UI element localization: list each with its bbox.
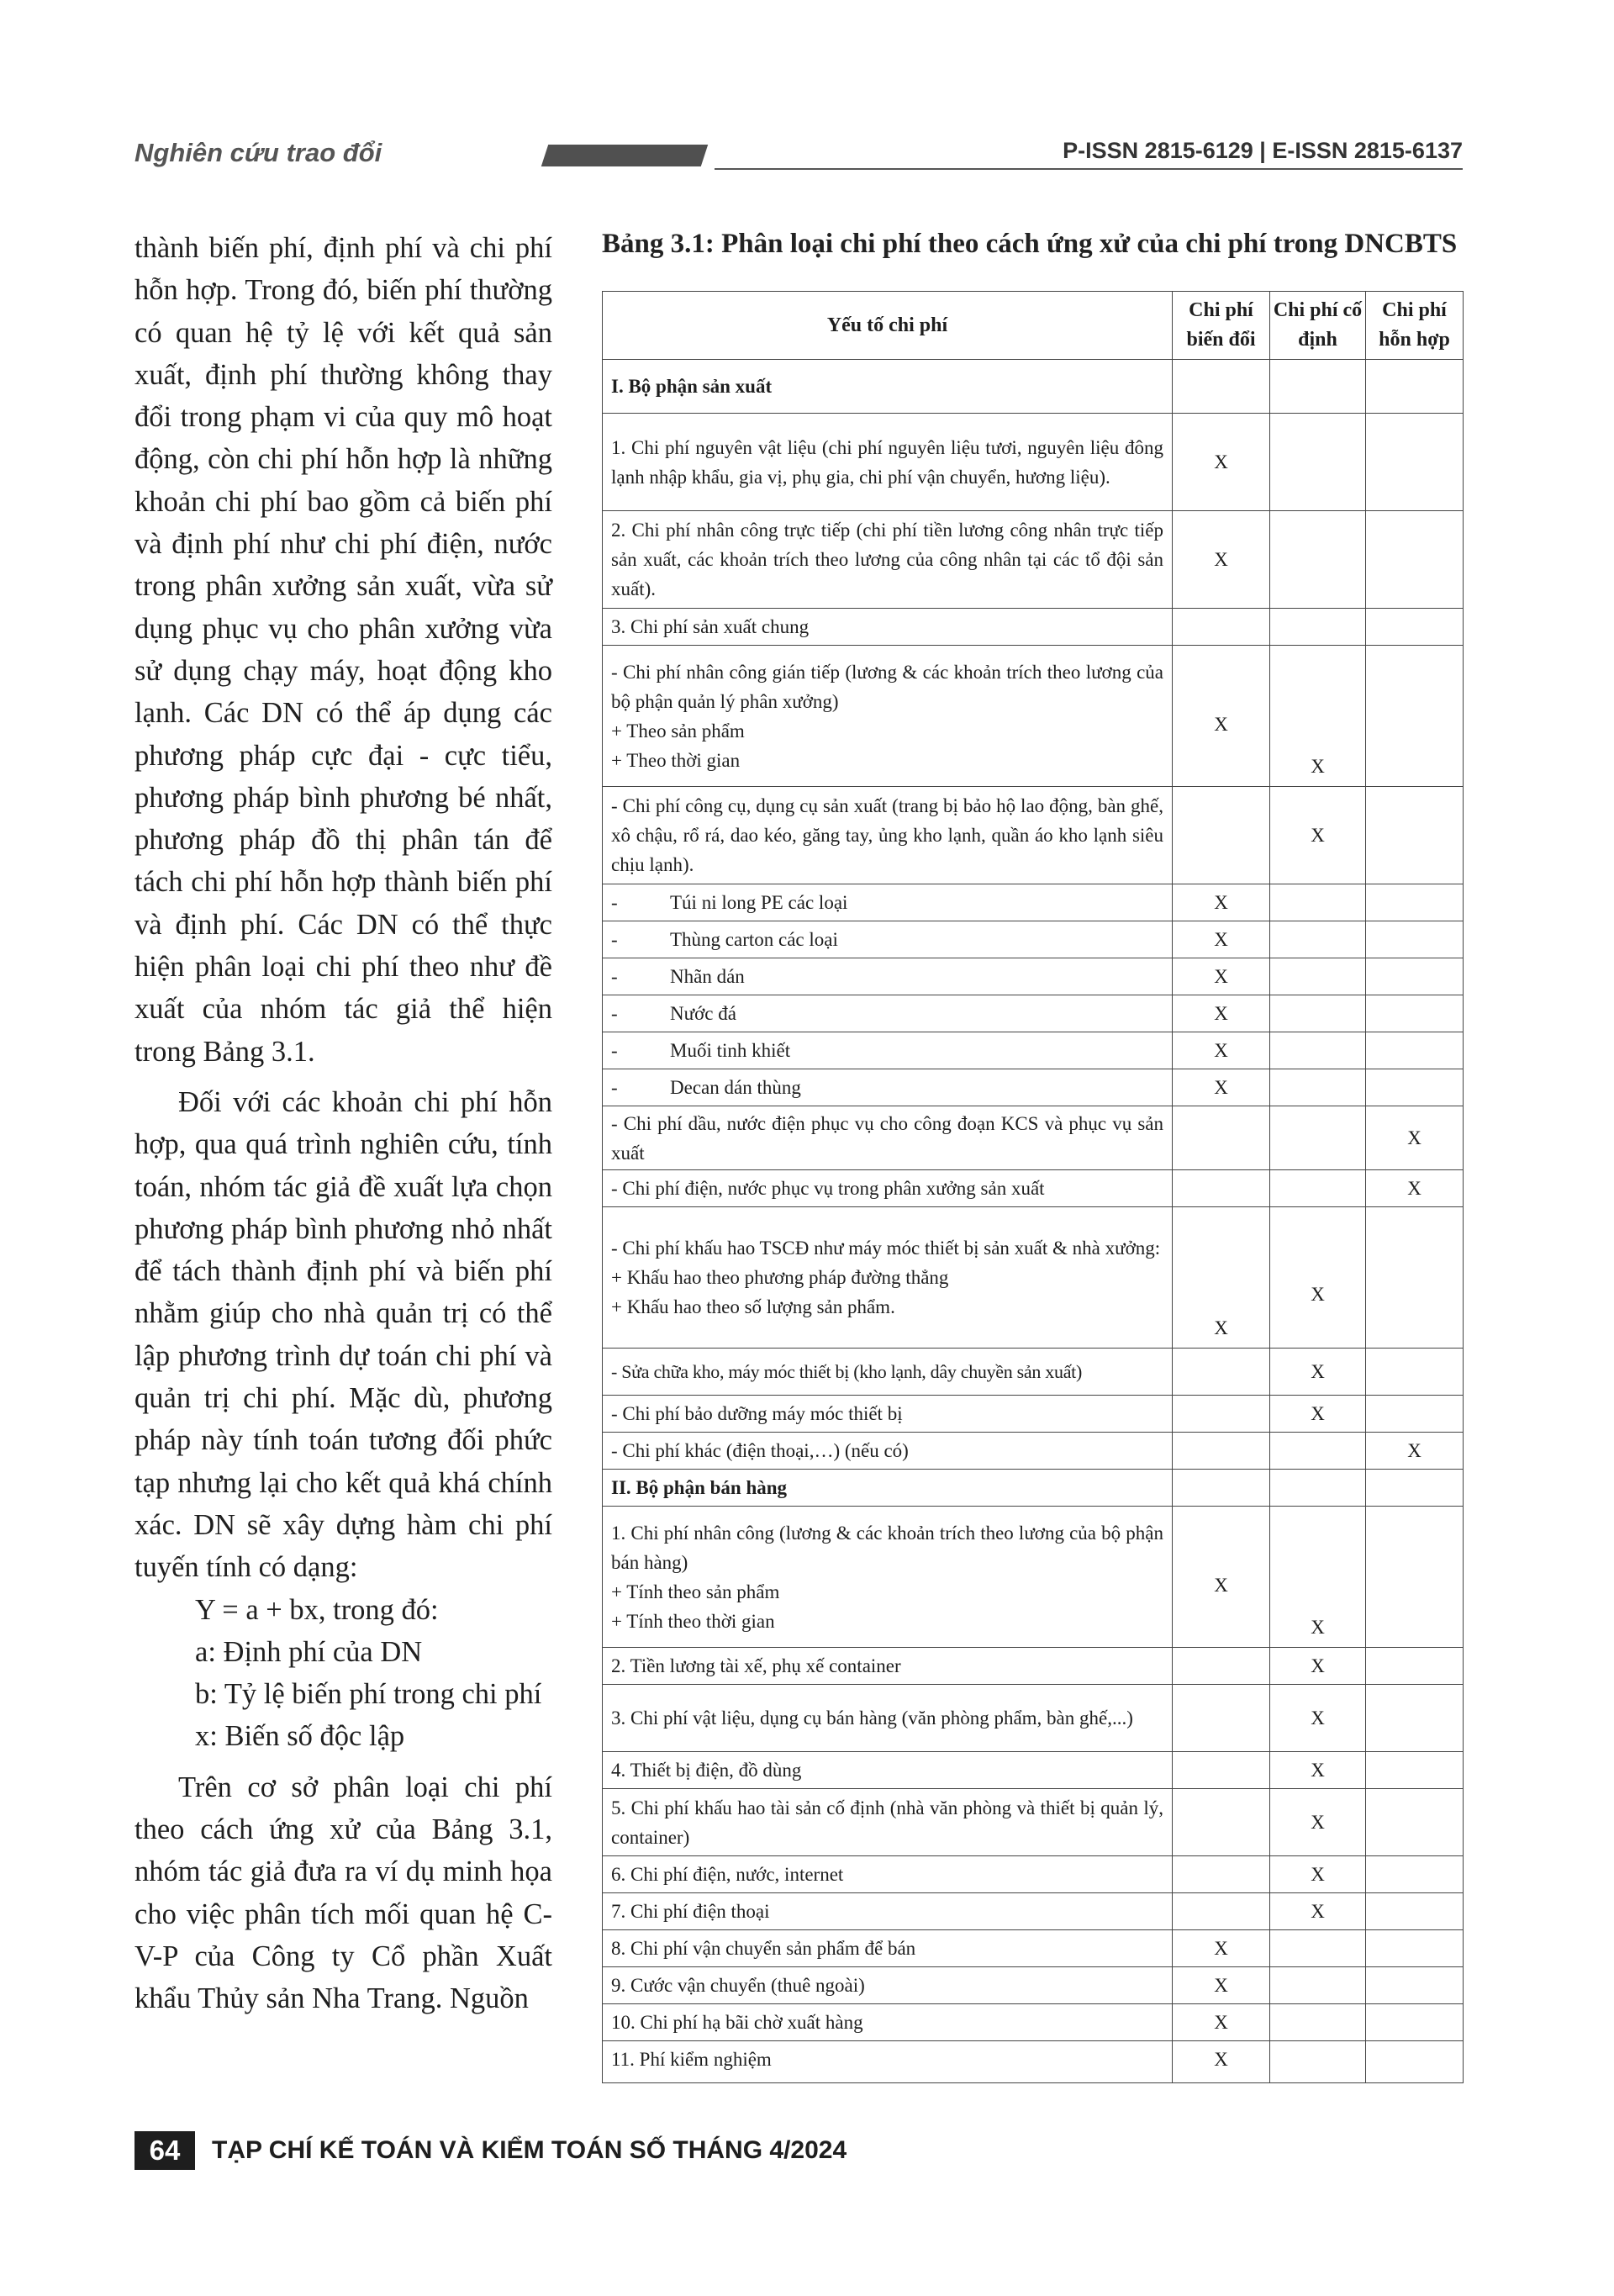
- table-row: [603, 1069, 1464, 1106]
- variable-mark: X: [1173, 1967, 1270, 2004]
- header-accent-bar: [541, 145, 708, 166]
- dash: -: [611, 1077, 618, 1098]
- fixed-mark: X: [1270, 1507, 1366, 1648]
- table-row: [603, 1967, 1464, 2004]
- table-row: [603, 1433, 1464, 1470]
- table-row: [603, 1789, 1464, 1856]
- table-row: [603, 1349, 1464, 1396]
- cost-item-text: Decan dán thùng: [670, 1077, 801, 1098]
- variable-mark: X: [1173, 1930, 1270, 1967]
- table-row: [603, 1470, 1464, 1507]
- paragraph: thành biến phí, định phí và chi phí hỗn hợp. Trong đó, biến phí thường có quan hệ tỷ lệ với kết quả sản xuất, định phí thường không thay đổi trong phạm vi của quy mô hoạt động, còn chi phí hỗn hợp là những khoản chi phí bao gồm cả biến phí và định phí như chi phí điện, nước trong phân xưởng sản xuất, vừa sử dụng phục vụ cho phân xưởng vừa sử dụng chạy máy, hoạt động kho lạnh. Các DN có thể áp dụng các phương pháp cực đại - cực tiểu, phương pháp bình phương bé nhất, phương pháp đồ thị phân tán để tách chi phí hỗn hợp thành biến phí và định phí. Các DN có thể thực hiện phân loại chi phí theo như đề xuất của nhóm tác giả thể hiện trong Bảng 3.1.: [134, 232, 552, 1068]
- table-row: [603, 1856, 1464, 1893]
- dash: -: [611, 1003, 618, 1024]
- table-row: [603, 1032, 1464, 1069]
- table-row: [603, 1648, 1464, 1685]
- table-row: [603, 414, 1464, 511]
- fixed-mark: X: [1270, 1752, 1366, 1789]
- fixed-mark: X: [1270, 646, 1366, 787]
- cost-item: - Chi phí dầu, nước điện phục vụ cho công đoạn KCS và phục vụ sản xuất: [603, 1106, 1173, 1170]
- fixed-mark: X: [1270, 1789, 1366, 1856]
- table-row: [603, 2004, 1464, 2041]
- table-row: [603, 1170, 1464, 1207]
- table-row: [603, 995, 1464, 1032]
- table-row: [603, 2041, 1464, 2083]
- variable-mark: X: [1173, 995, 1270, 1032]
- variable-mark: X: [1173, 1069, 1270, 1106]
- cost-classification-table: [602, 291, 1464, 2083]
- variable-mark: X: [1173, 1207, 1270, 1349]
- section-title: Nghiên cứu trao đổi: [134, 138, 382, 167]
- cost-item: - Chi phí điện, nước phục vụ trong phân xưởng sản xuất: [603, 1170, 1173, 1207]
- table-row: [603, 360, 1464, 414]
- cost-item: - Chi phí công cụ, dụng cụ sản xuất (trang bị bảo hộ lao động, bàn ghế, xô chậu, rổ rá, dao kéo, găng tay, ủng kho lạnh, quần áo kho lạnh siêu chịu lạnh).: [603, 787, 1173, 884]
- cost-item: - Chi phí khác (điện thoại,…) (nếu có): [603, 1433, 1173, 1470]
- dash: -: [611, 892, 618, 913]
- cost-item: 2. Chi phí nhân công trực tiếp (chi phí tiền lương công nhân trực tiếp sản xuất, các khoản trích theo lương của công nhân tại các tổ đội sản xuất).: [603, 511, 1173, 609]
- cost-subitem: + Khấu hao theo phương pháp đường thẳng: [611, 1267, 949, 1288]
- header-rule: [715, 168, 1463, 170]
- running-header: [134, 135, 1463, 185]
- fixed-mark: X: [1270, 1207, 1366, 1349]
- formula-line: b: Tỷ lệ biến phí trong chi phí: [195, 1678, 542, 1711]
- formula-line: x: Biến số độc lập: [195, 1720, 405, 1753]
- cost-item: 3. Chi phí vật liệu, dụng cụ bán hàng (văn phòng phẩm, bàn ghế,...): [603, 1685, 1173, 1752]
- cost-item-text: Thùng carton các loại: [670, 929, 838, 950]
- cost-subitem: + Theo thời gian: [611, 749, 741, 771]
- fixed-mark: X: [1270, 787, 1366, 884]
- header-fixed: Chi phí cố định: [1270, 292, 1366, 360]
- dash: -: [611, 929, 618, 950]
- variable-mark: X: [1173, 958, 1270, 995]
- table-row: [603, 511, 1464, 609]
- cost-item-text: Nước đá: [670, 1003, 736, 1024]
- cost-item: 1. Chi phí nguyên vật liệu (chi phí nguyên liệu tươi, nguyên liệu đông lạnh nhập khẩu, gia vị, phụ gia, chi phí vận chuyển, hương liệu).: [603, 414, 1173, 511]
- cost-item-text: Nhãn dán: [670, 966, 745, 987]
- cost-subitem: + Tính theo thời gian: [611, 1610, 775, 1632]
- cost-item-text: Túi ni long PE các loại: [670, 892, 848, 913]
- cost-item: 2. Tiền lương tài xế, phụ xế container: [603, 1648, 1173, 1685]
- paragraph: Trên cơ sở phân loại chi phí theo cách ứng xử của Bảng 3.1, nhóm tác giả đưa ra ví dụ minh họa cho việc phân tích mối quan hệ C-V-P của Công ty Cổ phần Xuất khẩu Thủy sản Nha Trang. Nguồn: [134, 1771, 552, 2015]
- variable-mark: X: [1173, 2004, 1270, 2041]
- cost-item: [603, 995, 1173, 1032]
- variable-mark: X: [1173, 511, 1270, 609]
- cost-item: 8. Chi phí vận chuyển sản phẩm để bán: [603, 1930, 1173, 1967]
- table-header-row: [603, 292, 1464, 360]
- paragraph: Đối với các khoản chi phí hỗn hợp, qua quá trình nghiên cứu, tính toán, nhóm tác giả đề xuất lựa chọn phương pháp bình phương nhỏ nhất để tách thành định phí và biến phí nhằm giúp cho nhà quản trị có thể lập phương trình dự toán chi phí và quản trị chi phí. Mặc dù, phương pháp này tính toán tương đối phức tạp nhưng lại cho kết quả khá chính xác. DN sẽ xây dựng hàm chi phí tuyến tính có dạng:: [134, 1085, 552, 1584]
- cost-item: 11. Phí kiểm nghiệm: [603, 2041, 1173, 2083]
- cost-item-text: - Chi phí khấu hao TSCĐ như máy móc thiết bị sản xuất & nhà xưởng:: [611, 1238, 1161, 1259]
- mixed-mark: X: [1366, 1433, 1464, 1470]
- table-row: [603, 1106, 1464, 1170]
- mixed-mark: X: [1366, 1170, 1464, 1207]
- cost-item: [603, 646, 1173, 787]
- section-heading: I. Bộ phận sản xuất: [603, 360, 1173, 414]
- table-row: [603, 1685, 1464, 1752]
- variable-mark: X: [1173, 1507, 1270, 1648]
- cost-item-text: Muối tinh khiết: [670, 1040, 791, 1061]
- mixed-mark: X: [1366, 1106, 1464, 1170]
- running-footer: [134, 2131, 1143, 2173]
- table-row: [603, 646, 1464, 787]
- journal-title: TẠP CHÍ KẾ TOÁN VÀ KIỂM TOÁN SỐ THÁNG 4/2024: [212, 2136, 847, 2164]
- dash: -: [611, 966, 618, 987]
- variable-mark: X: [1173, 646, 1270, 787]
- header-item: Yếu tố chi phí: [603, 292, 1173, 360]
- dash: -: [611, 1040, 618, 1061]
- table-row: [603, 921, 1464, 958]
- table-row: [603, 958, 1464, 995]
- cost-item-text: 1. Chi phí nhân công (lương & các khoản trích theo lương của bộ phận bán hàng): [611, 1522, 1163, 1573]
- cost-item: [603, 1032, 1173, 1069]
- cost-item-text: - Chi phí nhân công gián tiếp (lương & các khoản trích theo lương của bộ phận quản lý phân xưởng): [611, 661, 1163, 712]
- fixed-mark: X: [1270, 1349, 1366, 1396]
- cost-item: [603, 1069, 1173, 1106]
- cost-item: 9. Cước vận chuyển (thuê ngoài): [603, 1967, 1173, 2004]
- section-heading: II. Bộ phận bán hàng: [603, 1470, 1173, 1507]
- cost-item: 7. Chi phí điện thoại: [603, 1893, 1173, 1930]
- cost-subitem: + Khấu hao theo số lượng sản phẩm.: [611, 1296, 895, 1317]
- cost-item: [603, 921, 1173, 958]
- cost-item: 4. Thiết bị điện, đồ dùng: [603, 1752, 1173, 1789]
- formula-line: a: Định phí của DN: [195, 1635, 423, 1668]
- table-row: [603, 1207, 1464, 1349]
- fixed-mark: X: [1270, 1893, 1366, 1930]
- cost-subitem: + Theo sản phẩm: [611, 720, 745, 742]
- cost-subitem: + Tính theo sản phẩm: [611, 1581, 780, 1602]
- variable-mark: X: [1173, 884, 1270, 921]
- variable-mark: X: [1173, 414, 1270, 511]
- table-row: [603, 1893, 1464, 1930]
- cost-item: [603, 884, 1173, 921]
- body-text-column: [134, 227, 552, 2019]
- cost-item: 3. Chi phí sản xuất chung: [603, 609, 1173, 646]
- page-number: 64: [134, 2131, 195, 2170]
- table-row: [603, 1507, 1464, 1648]
- variable-mark: X: [1173, 1032, 1270, 1069]
- table-caption: Bảng 3.1: Phân loại chi phí theo cách ứng xử của chi phí trong DNCBTS: [602, 229, 1458, 259]
- fixed-mark: X: [1270, 1396, 1366, 1433]
- variable-mark: X: [1173, 2041, 1270, 2083]
- header-mixed: Chi phí hỗn hợp: [1366, 292, 1464, 360]
- table-row: [603, 609, 1464, 646]
- cost-item: [603, 1507, 1173, 1648]
- table-row: [603, 1930, 1464, 1967]
- table-row: [603, 1752, 1464, 1789]
- fixed-mark: X: [1270, 1685, 1366, 1752]
- cost-item: 10. Chi phí hạ bãi chờ xuất hàng: [603, 2004, 1173, 2041]
- header-variable: Chi phí biến đổi: [1173, 292, 1270, 360]
- variable-mark: X: [1173, 921, 1270, 958]
- fixed-mark: X: [1270, 1856, 1366, 1893]
- table-row: [603, 1396, 1464, 1433]
- fixed-mark: X: [1270, 1648, 1366, 1685]
- cost-item: - Chi phí bảo dưỡng máy móc thiết bị: [603, 1396, 1173, 1433]
- table-row: [603, 787, 1464, 884]
- cost-item: 6. Chi phí điện, nước, internet: [603, 1856, 1173, 1893]
- cost-item: - Sửa chữa kho, máy móc thiết bị (kho lạnh, dây chuyền sản xuất): [603, 1349, 1173, 1396]
- cost-item: [603, 1207, 1173, 1349]
- table-row: [603, 884, 1464, 921]
- issn-label: P-ISSN 2815-6129 | E-ISSN 2815-6137: [1063, 138, 1463, 163]
- cost-item: [603, 958, 1173, 995]
- formula-line: Y = a + bx, trong đó:: [195, 1593, 439, 1626]
- cost-item: 5. Chi phí khấu hao tài sản cố định (nhà văn phòng và thiết bị quản lý, container): [603, 1789, 1173, 1856]
